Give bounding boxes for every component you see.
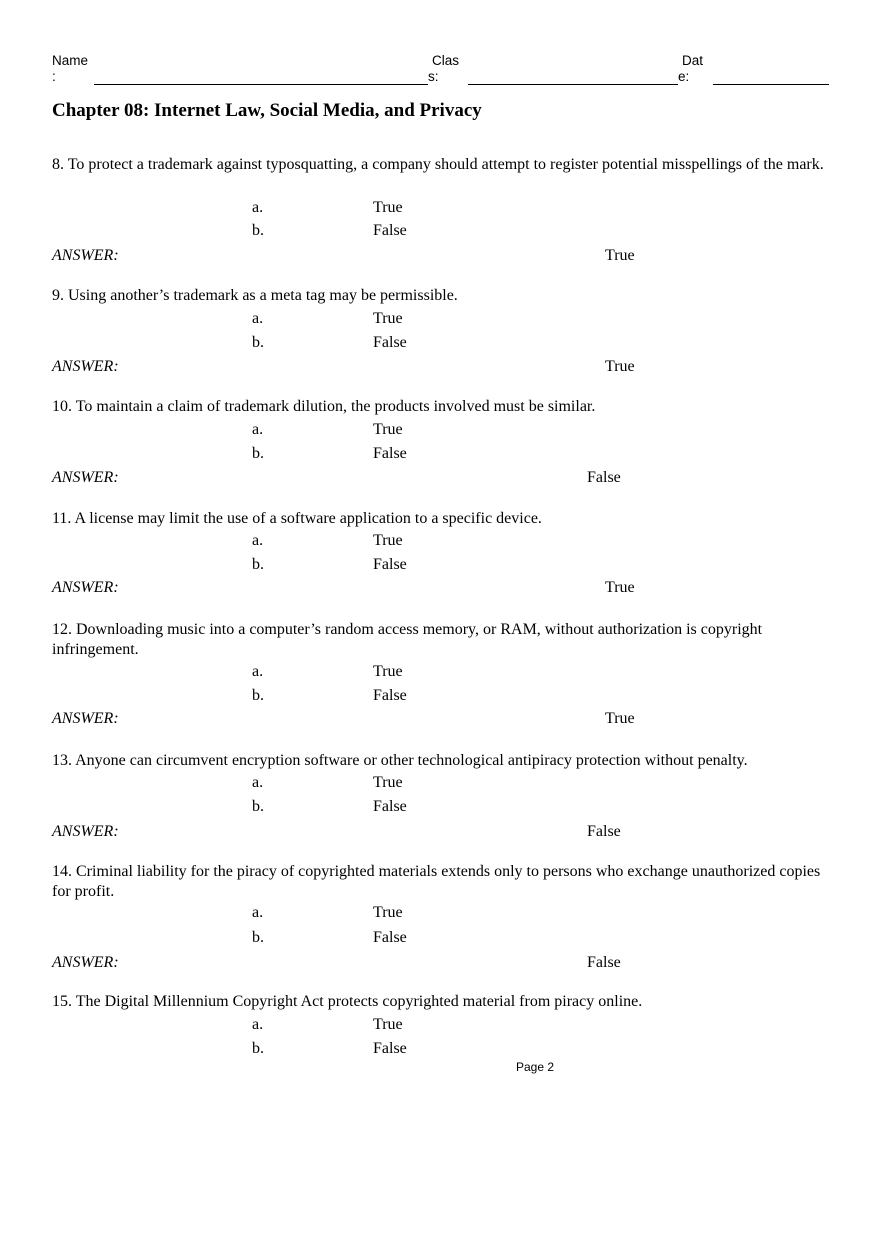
- answer-value: True: [605, 710, 635, 727]
- option-false[interactable]: False: [373, 445, 407, 462]
- option-letter-a: a.: [252, 532, 264, 549]
- option-letter-b: b.: [252, 687, 264, 704]
- date-field-line[interactable]: [713, 84, 829, 85]
- answer-label: ANSWER:: [52, 247, 119, 264]
- question-9: 9. Using another’s trademark as a meta tag may be permissible.: [52, 287, 458, 304]
- name-field-line[interactable]: [94, 84, 428, 85]
- answer-value: False: [587, 954, 621, 971]
- option-letter-a: a.: [252, 310, 264, 327]
- option-false[interactable]: False: [373, 556, 407, 573]
- option-letter-a: a.: [252, 1016, 264, 1033]
- option-false[interactable]: False: [373, 1040, 407, 1057]
- page-number: Page 2: [516, 1060, 555, 1074]
- answer-label: ANSWER:: [52, 469, 119, 486]
- answer-value: True: [605, 358, 635, 375]
- answer-value: True: [605, 579, 635, 596]
- option-letter-b: b.: [252, 929, 264, 946]
- answer-label: ANSWER:: [52, 579, 119, 596]
- option-false[interactable]: False: [373, 798, 407, 815]
- option-false[interactable]: False: [373, 687, 407, 704]
- option-letter-a: a.: [252, 663, 264, 680]
- answer-label: ANSWER:: [52, 823, 119, 840]
- answer-label: ANSWER:: [52, 358, 119, 375]
- option-true[interactable]: True: [373, 532, 403, 549]
- answer-value: False: [587, 823, 621, 840]
- class-field-line[interactable]: [468, 84, 678, 85]
- option-letter-a: a.: [252, 421, 264, 438]
- answer-label: ANSWER:: [52, 954, 119, 971]
- option-false[interactable]: False: [373, 929, 407, 946]
- question-14: 14. Criminal liability for the piracy of copyrighted materials extends only to persons who exchange unauthorized copies for profit.: [52, 863, 821, 900]
- option-true[interactable]: True: [373, 1016, 403, 1033]
- option-true[interactable]: True: [373, 904, 403, 921]
- answer-label: ANSWER:: [52, 710, 119, 727]
- option-letter-a: a.: [252, 199, 264, 216]
- answer-value: True: [605, 247, 635, 264]
- option-true[interactable]: True: [373, 199, 403, 216]
- class-field-label: Clas s:: [428, 53, 460, 84]
- chapter-title: Chapter 08: Internet Law, Social Media, and Privacy: [52, 100, 482, 121]
- option-letter-a: a.: [252, 904, 264, 921]
- answer-value: False: [587, 469, 621, 486]
- question-11: 11. A license may limit the use of a software application to a specific device.: [52, 510, 542, 527]
- option-false[interactable]: False: [373, 222, 407, 239]
- question-8: 8. To protect a trademark against typosquatting, a company should attempt to register potential misspellings of the mark.: [52, 156, 824, 173]
- question-10: 10. To maintain a claim of trademark dilution, the products involved must be similar.: [52, 398, 596, 415]
- option-letter-a: a.: [252, 774, 264, 791]
- question-13: 13. Anyone can circumvent encryption software or other technological antipiracy protection without penalty.: [52, 752, 748, 769]
- option-letter-b: b.: [252, 222, 264, 239]
- option-letter-b: b.: [252, 798, 264, 815]
- name-field-label: Name :: [52, 53, 89, 84]
- date-field-label: Dat e:: [678, 53, 704, 84]
- option-false[interactable]: False: [373, 334, 407, 351]
- option-true[interactable]: True: [373, 310, 403, 327]
- option-true[interactable]: True: [373, 421, 403, 438]
- option-letter-b: b.: [252, 445, 264, 462]
- option-letter-b: b.: [252, 1040, 264, 1057]
- option-letter-b: b.: [252, 556, 264, 573]
- question-12: 12. Downloading music into a computer’s random access memory, or RAM, without authorization is copyright infringement.: [52, 621, 763, 658]
- option-true[interactable]: True: [373, 774, 403, 791]
- option-true[interactable]: True: [373, 663, 403, 680]
- question-15: 15. The Digital Millennium Copyright Act protects copyrighted material from piracy online.: [52, 993, 643, 1010]
- option-letter-b: b.: [252, 334, 264, 351]
